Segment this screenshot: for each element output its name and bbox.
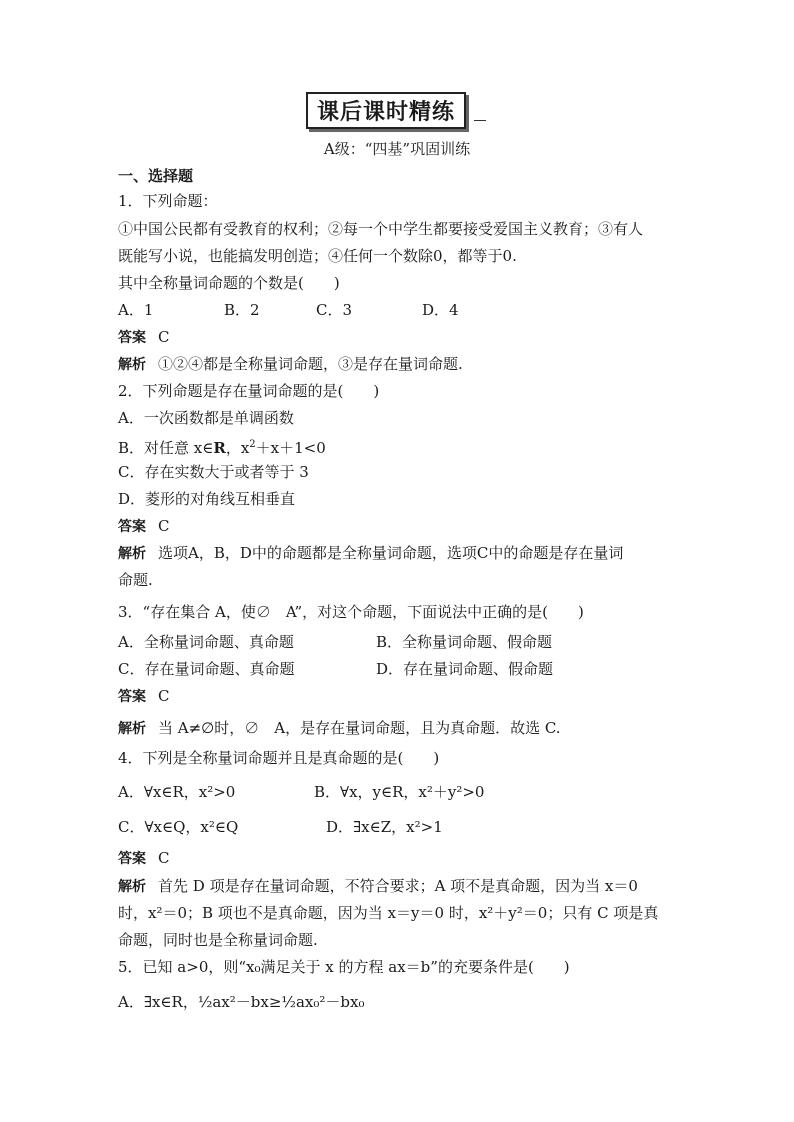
- answer-label: 答案: [118, 519, 146, 535]
- q3-option-a: A．全称量词命题、真命题: [118, 633, 294, 651]
- q4-option-b: B．∀x，y∈R，x²＋y²>0: [314, 783, 485, 801]
- q1-answer-value: C: [158, 328, 170, 346]
- q1-option-d: D．4: [422, 301, 459, 319]
- q2-option-d: D．菱形的对角线互相垂直: [118, 490, 296, 508]
- analysis-label: 解析: [118, 721, 146, 737]
- q5-option-a: A．∃x∈R，½ax²－bx≥½ax₀²－bx₀: [118, 993, 365, 1011]
- q3-option-b: B．全称量词命题、假命题: [376, 633, 553, 651]
- q2-answer-value: C: [158, 517, 170, 535]
- q3-stem: 3．“存在集合 A，使∅ A”，对这个命题，下面说法中正确的是( ): [118, 603, 584, 621]
- analysis-label: 解析: [118, 879, 146, 895]
- q4-option-a: A．∀x∈R，x²>0: [118, 783, 236, 801]
- q4-stem: 4．下列是全称量词命题并且是真命题的是( ): [118, 749, 440, 767]
- q1-option-c: C．3: [316, 301, 353, 319]
- answer-label: 答案: [118, 851, 146, 867]
- q4-option-c: C．∀x∈Q，x²∈Q: [118, 818, 239, 836]
- q1-analysis-text: ①②④都是全称量词命题，③是存在量词命题.: [158, 355, 463, 373]
- q1-option-a: A．1: [118, 301, 154, 319]
- q2-analysis-text: 选项A，B，D中的命题都是全称量词命题，选项C中的命题是存在量词: [158, 544, 624, 562]
- answer-label: 答案: [118, 330, 146, 346]
- q1-text-line: 既能写小说，也能搞发明创造；④任何一个数除0，都等于0.: [118, 247, 517, 265]
- q3-analysis: [118, 718, 561, 739]
- q2-analysis-cont: 命题.: [118, 571, 153, 589]
- q2-answer: [118, 516, 169, 537]
- q3-option-c: C．存在量词命题、真命题: [118, 660, 295, 678]
- q4-answer: [118, 848, 169, 869]
- q4-analysis-cont: 时，x²＝0；B 项也不是真命题，因为当 x＝y＝0 时，x²＋y²＝0；只有 C 项是真: [118, 904, 659, 922]
- q4-answer-value: C: [158, 849, 170, 867]
- q1-answer: [118, 327, 169, 348]
- section-heading: 一、选择题: [118, 167, 194, 185]
- q2-option-a: A．一次函数都是单调函数: [118, 409, 294, 427]
- q1-analysis: [118, 354, 463, 375]
- q5-stem: 5．已知 a>0，则“x₀满足关于 x 的方程 ax＝b”的充要条件是( ): [118, 958, 570, 976]
- q1-text-line: ①中国公民都有受教育的权利；②每一个中学生都要接受爱国主义教育；③有人: [118, 220, 644, 238]
- q2-option-c: C．存在实数大于或者等于 3: [118, 463, 309, 481]
- title-dash: [474, 120, 486, 121]
- level-subtitle: A级：“四基”巩固训练: [323, 140, 471, 158]
- q4-option-d: D．∃x∈Z，x²>1: [326, 818, 443, 836]
- q2-stem: 2．下列命题是存在量词命题的是( ): [118, 382, 380, 400]
- q2-option-b: B．对任意 x∈R，$x^2+x+1<0$: [118, 439, 326, 457]
- q3-analysis-text: 当 A≠∅时，∅ A，是存在量词命题，且为真命题．故选 C.: [158, 719, 561, 737]
- q4-analysis-cont: 命题，同时也是全称量词命题.: [118, 931, 318, 949]
- q1-question: 其中全称量词命题的个数是( ): [118, 274, 340, 292]
- q2-analysis: [118, 543, 623, 564]
- q3-answer: [118, 686, 169, 707]
- answer-label: 答案: [118, 689, 146, 705]
- q1-stem: 1．下列命题：: [118, 192, 218, 210]
- q3-answer-value: C: [158, 687, 170, 705]
- analysis-label: 解析: [118, 546, 146, 562]
- q4-analysis-text: 首先 D 项是存在量词命题，不符合要求；A 项不是真命题，因为当 x＝0: [158, 877, 638, 895]
- q1-option-b: B．2: [224, 301, 260, 319]
- analysis-label: 解析: [118, 357, 146, 373]
- q4-analysis: [118, 876, 638, 897]
- page-title: 课后课时精练: [306, 92, 466, 129]
- q3-option-d: D．存在量词命题、假命题: [376, 660, 554, 678]
